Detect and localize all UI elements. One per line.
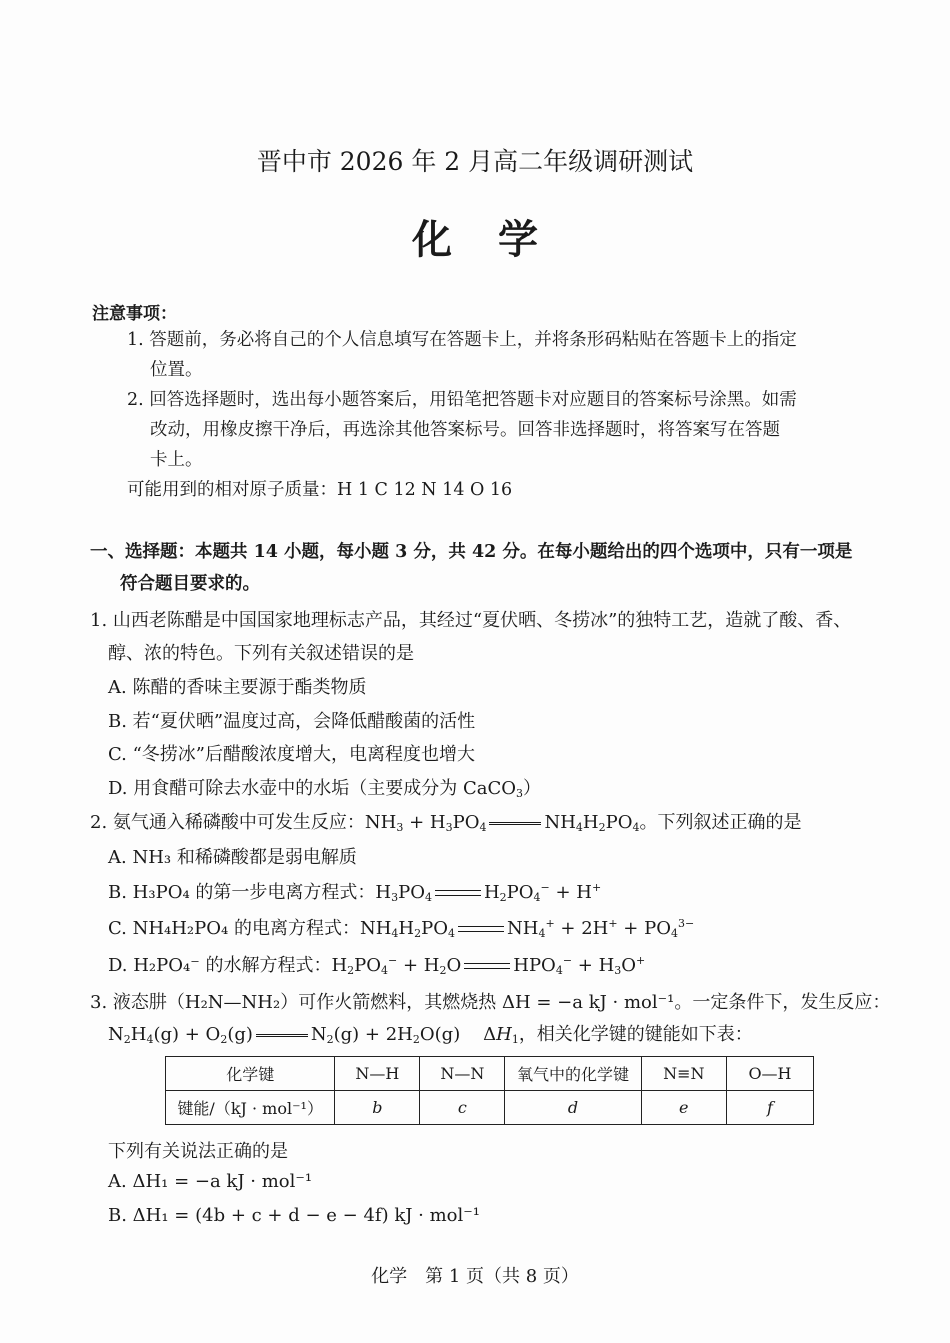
q1-stem: 1. 山西老陈醋是中国国家地理标志产品，其经过“夏伏晒、冬捞冰”的独特工艺，造就了酸、香、 — [90, 610, 852, 631]
table-cell: e — [641, 1091, 726, 1125]
table-header-cell: O—H — [726, 1057, 813, 1091]
subject-title: 化学 — [412, 216, 584, 263]
q3-option-a: A. ΔH₁ = −a kJ · mol⁻¹ — [108, 1171, 313, 1192]
table-header-row — [166, 1057, 814, 1091]
section-heading: 一、选择题：本题共 14 小题，每小题 3 分，共 42 分。在每小题给出的四个选项中，只有一项是 — [90, 542, 853, 562]
q1-option-d: D. 用食醋可除去水壶中的水垢（主要成分为 CaCO$_3$） — [108, 778, 541, 800]
table-cell: f — [726, 1091, 813, 1125]
notice-heading: 注意事项： — [92, 304, 177, 324]
q1-option-c: C. “冬捞冰”后醋酸浓度增大，电离程度也增大 — [108, 744, 475, 765]
reversible-arrow-icon — [458, 925, 504, 933]
q1-option-a: A. 陈醋的香味主要源于酯类物质 — [108, 677, 367, 698]
reversible-arrow-icon — [464, 962, 510, 970]
q3-question: 下列有关说法正确的是 — [108, 1141, 288, 1162]
q1-option-b: B. 若“夏伏晒”温度过高，会降低醋酸菌的活性 — [108, 711, 476, 732]
table-cell: b — [335, 1091, 420, 1125]
table-row-label: 键能/（kJ · mol⁻¹） — [166, 1091, 335, 1125]
table-header-cell: N≡N — [641, 1057, 726, 1091]
table-row — [166, 1091, 814, 1125]
q3-option-b: B. ΔH₁ = (4b + c + d − e − 4f) kJ · mol⁻¹ — [108, 1205, 480, 1226]
q2-option-b: B. H₃PO₄ 的第一步电离方程式：$H_3PO_4$ $H_2PO_4^- + H^+$ — [108, 881, 602, 904]
q1-stem-cont: 醇、浓的特色。下列有关叙述错误的是 — [108, 643, 414, 664]
equals-arrow-icon — [489, 822, 541, 825]
page-footer: 化学 第 1 页（共 8 页） — [371, 1266, 579, 1287]
equals-arrow-icon — [256, 1034, 308, 1037]
notice-item-2-cont: 改动，用橡皮擦干净后，再选涂其他答案标号。回答非选择题时，将答案写在答题 — [150, 420, 780, 440]
table-header-cell: 氧气中的化学键 — [505, 1057, 641, 1091]
table-header-cell: N—H — [335, 1057, 420, 1091]
reversible-arrow-icon — [435, 889, 481, 897]
section-heading-cont: 符合题目要求的。 — [120, 574, 260, 594]
table-cell: d — [505, 1091, 641, 1125]
q3-stem: 3. 液态肼（H₂N—NH₂）可作火箭燃料，其燃烧热 ΔH = −a kJ · mol⁻¹。一定条件下，发生反应： — [90, 992, 891, 1013]
table-header-cell: 化学键 — [166, 1057, 335, 1091]
bond-energy-table — [165, 1056, 814, 1125]
atomic-masses: 可能用到的相对原子质量：H 1 C 12 N 14 O 16 — [127, 480, 513, 500]
notice-item-1-cont: 位置。 — [150, 360, 203, 380]
table-header-cell: N—N — [420, 1057, 505, 1091]
q3-stem-cont: $N_2H_4(g) + O_2(g) N_2(g) + 2H_2O(g)$ $\Delta H_1$，相关化学键的键能如下表： — [108, 1024, 753, 1046]
table-cell: c — [420, 1091, 505, 1125]
notice-item-2-cont2: 卡上。 — [150, 450, 203, 470]
q2-option-a: A. NH₃ 和稀磷酸都是弱电解质 — [108, 847, 357, 868]
notice-item-2: 2. 回答选择题时，选出每小题答案后，用铅笔把答题卡对应题目的答案标号涂黑。如需 — [127, 390, 797, 410]
notice-item-1: 1. 答题前，务必将自己的个人信息填写在答题卡上，并将条形码粘贴在答题卡上的指定 — [127, 330, 797, 350]
q2-option-d: D. H₂PO₄⁻ 的水解方程式：$H_2PO_4^- + H_2O$ $HPO_4^- + H_3O^+$ — [108, 954, 646, 977]
q2-option-c: C. NH₄H₂PO₄ 的电离方程式：$NH_4H_2PO_4$ $NH_4^+ + 2H^+ + PO_4^{3-}$ — [108, 917, 695, 940]
q2-stem: 2. 氨气通入稀磷酸中可发生反应：$NH_3 + H_3PO_4$ $NH_4H_2PO_4$。下列叙述正确的是 — [90, 812, 802, 834]
exam-title: 晋中市 2026 年 2 月高二年级调研测试 — [256, 147, 694, 176]
